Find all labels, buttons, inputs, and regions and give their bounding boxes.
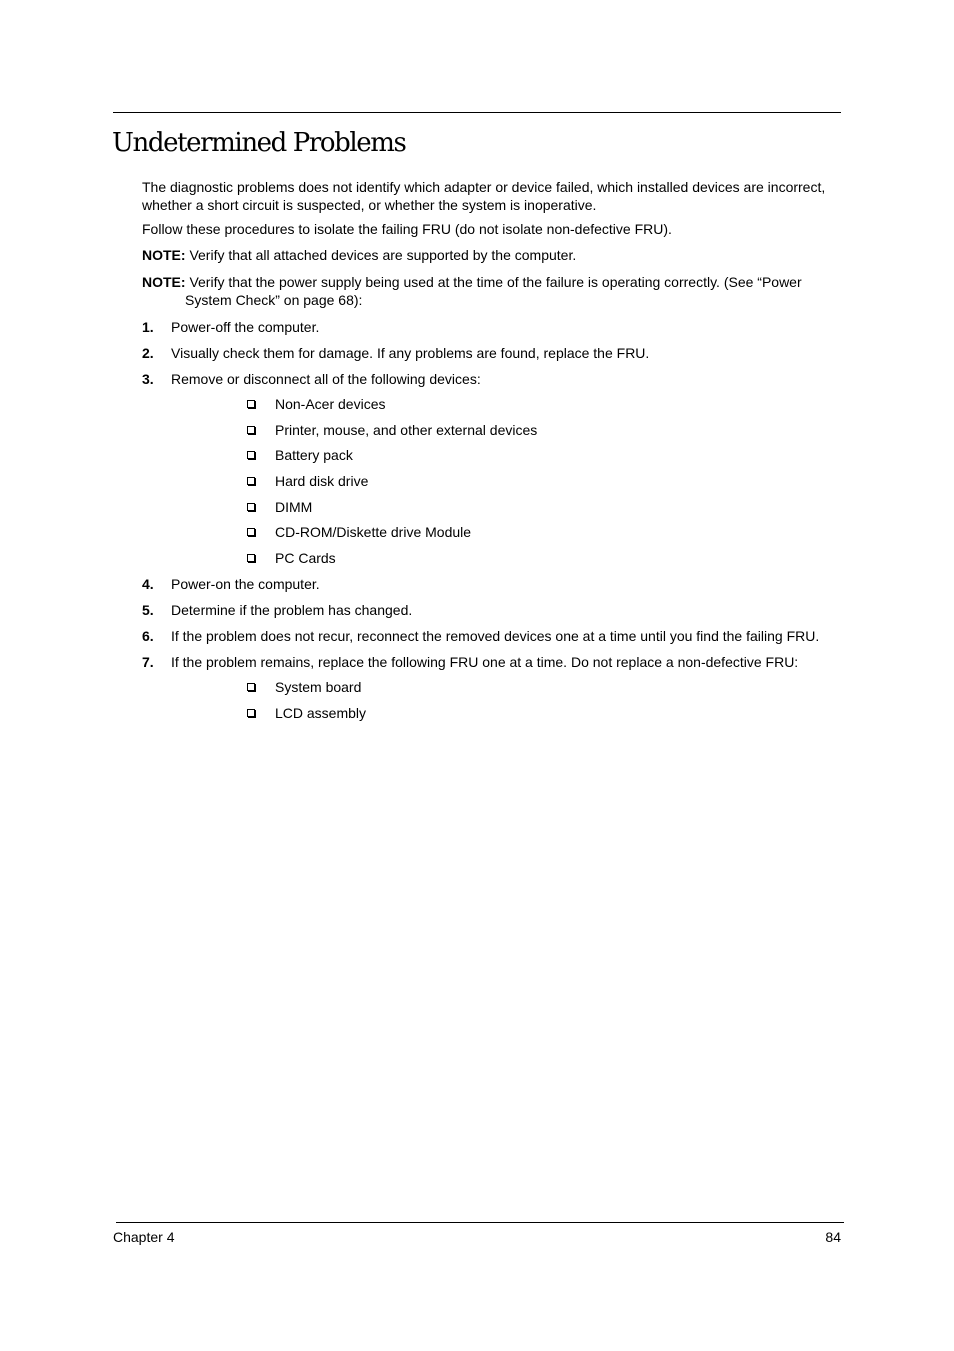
list-item — [171, 549, 842, 567]
header-rule — [113, 112, 841, 113]
step-number: 7. — [142, 654, 154, 671]
note-label: NOTE: — [142, 247, 186, 263]
device-list — [171, 395, 842, 567]
step-text: Power-on the computer. — [171, 576, 320, 593]
list-item — [171, 472, 842, 490]
note-devices — [142, 246, 842, 264]
checkbox-bullet-icon — [247, 400, 255, 408]
note-text: Verify that all attached devices are supported by the computer. — [185, 247, 577, 263]
note-text: Verify that the power supply being used at the time of the failure is operating correctly. (See “Power System Check” on page 68): — [185, 274, 802, 308]
step-2 — [142, 344, 842, 362]
step-text: If the problem remains, replace the following FRU one at a time. Do not replace a non-defective FRU: — [171, 654, 799, 671]
page-content — [142, 178, 842, 730]
step-number: 6. — [142, 628, 154, 645]
step-6 — [142, 627, 842, 645]
intro-paragraph: The diagnostic problems does not identify which adapter or device failed, which installed devices are incorrect, whether a short circuit is suspected, or whether the system is inoperative. — [142, 179, 826, 213]
list-item-text: Non-Acer devices — [275, 396, 386, 412]
list-item — [171, 446, 842, 464]
footer-chapter: Chapter 4 — [113, 1229, 175, 1245]
checkbox-bullet-icon — [247, 709, 255, 717]
step-7 — [142, 653, 842, 722]
list-item — [171, 498, 842, 516]
footer-rule — [116, 1222, 844, 1223]
note-power-supply — [142, 273, 842, 309]
step-text: If the problem does not recur, reconnect the removed devices one at a time until you find the failing FRU. — [171, 628, 820, 645]
step-3 — [142, 370, 842, 567]
procedure-steps — [142, 318, 842, 722]
step-number: 5. — [142, 602, 154, 619]
step-number: 1. — [142, 319, 154, 335]
step-4 — [142, 575, 842, 593]
step-number: 3. — [142, 371, 154, 387]
checkbox-bullet-icon — [247, 528, 255, 536]
checkbox-bullet-icon — [247, 451, 255, 459]
list-item — [171, 678, 842, 696]
fru-list — [171, 678, 842, 722]
step-number: 2. — [142, 345, 154, 361]
list-item-text: DIMM — [275, 498, 313, 515]
step-text: Visually check them for damage. If any problems are found, replace the FRU. — [171, 345, 650, 361]
checkbox-bullet-icon — [247, 426, 255, 434]
page-title: Undetermined Problems — [112, 128, 406, 158]
step-text: Determine if the problem has changed. — [171, 602, 413, 619]
step-number: 4. — [142, 576, 154, 593]
step-text: Remove or disconnect all of the following devices: — [171, 371, 481, 387]
list-item-text: CD-ROM/Diskette drive Module — [275, 524, 472, 541]
list-item-text: PC Cards — [275, 550, 336, 567]
list-item — [171, 395, 842, 413]
procedure-paragraph: Follow these procedures to isolate the failing FRU (do not isolate non-defective FRU). — [142, 221, 672, 237]
checkbox-bullet-icon — [247, 683, 255, 691]
list-item-text: Hard disk drive — [275, 473, 369, 490]
list-item — [171, 421, 842, 439]
checkbox-bullet-icon — [247, 503, 255, 511]
step-1 — [142, 318, 842, 336]
step-text: Power-off the computer. — [171, 319, 320, 335]
list-item-text: Printer, mouse, and other external devices — [275, 421, 538, 438]
list-item — [171, 523, 842, 541]
step-5 — [142, 601, 842, 619]
checkbox-bullet-icon — [247, 554, 255, 562]
list-item-text: System board — [275, 679, 362, 696]
list-item — [171, 704, 842, 722]
note-label: NOTE: — [142, 274, 186, 290]
list-item-text: Battery pack — [275, 447, 353, 464]
footer-page-number: 84 — [825, 1229, 841, 1245]
list-item-text: LCD assembly — [275, 704, 367, 721]
checkbox-bullet-icon — [247, 477, 255, 485]
